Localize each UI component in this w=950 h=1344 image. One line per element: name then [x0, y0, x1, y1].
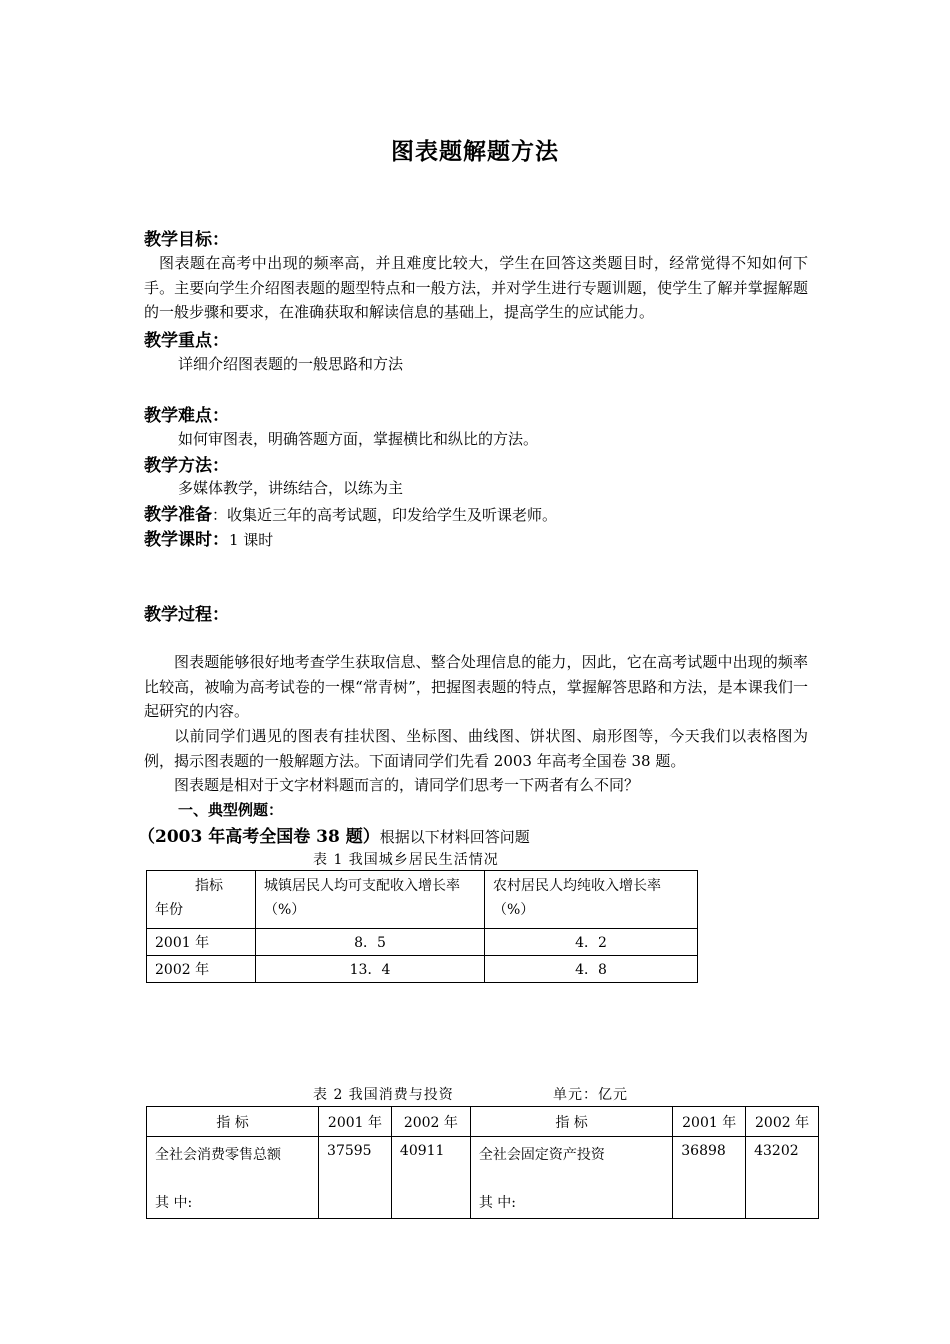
goal-heading: 教学目标： — [144, 230, 229, 250]
investment-item: 全社会固定资产投资 — [478, 1147, 605, 1163]
investment-2002: 43202 — [746, 1137, 819, 1219]
consumption-cell — [147, 1137, 319, 1219]
section-heading: 一、典型例题： — [178, 801, 284, 819]
row-year: 2002 年 — [147, 956, 256, 983]
example-source: （2003 年高考全国卷 38 题） — [138, 827, 380, 847]
page-title: 图表题解题方法 — [391, 138, 559, 165]
prep-text: ：收集近三年的高考试题，印发给学生及听课老师。 — [212, 506, 558, 524]
hours-line — [144, 525, 273, 550]
table2-unit: 单元：亿元 — [553, 1087, 628, 1103]
consumption-sub: 其 中: — [155, 1195, 193, 1211]
prep-line — [144, 500, 557, 525]
investment-cell — [470, 1137, 672, 1219]
table2-header-2001-right: 2001 年 — [673, 1107, 746, 1137]
corner-year: 年份 — [155, 902, 183, 918]
table2-header-2001-left: 2001 年 — [319, 1107, 392, 1137]
goal-text: 图表题在高考中出现的频率高，并且难度比较大，学生在回答这类题目时，经常觉得不知如何下手。主要向学生介绍图表题的题型特点和一般方法，并对学生进行专题训题，使学生了解并掌握解题的一般步骤和要求，在准确获取和解读信息的基础上，提高学生的应试能力。 — [144, 254, 808, 321]
table-row — [147, 929, 698, 956]
table1-col-rural: 农村居民人均纯收入增长率（%） — [485, 871, 698, 929]
table1 — [146, 870, 698, 983]
row-rural: 4．2 — [485, 929, 698, 956]
table-row — [147, 956, 698, 983]
investment-2001: 36898 — [673, 1137, 746, 1219]
corner-indicator: 指标 — [195, 878, 223, 894]
prep-heading: 教学准备 — [144, 505, 212, 525]
focus-heading: 教学重点： — [144, 331, 229, 351]
example-instruction: 根据以下材料回答问题 — [379, 828, 530, 846]
consumption-2002: 40911 — [391, 1137, 470, 1219]
method-text: 多媒体教学，讲练结合，以练为主 — [178, 479, 404, 497]
table1-caption: 表 1 我国城乡居民生活情况 — [313, 852, 499, 868]
difficulty-text: 如何审图表，明确答题方面，掌握横比和纵比的方法。 — [178, 430, 539, 448]
table2-header-indicator-left: 指 标 — [147, 1107, 319, 1137]
row-rural: 4．8 — [485, 956, 698, 983]
consumption-item: 全社会消费零售总额 — [155, 1147, 281, 1163]
table1-col-urban: 城镇居民人均可支配收入增长率（%） — [256, 871, 485, 929]
row-urban: 8．5 — [256, 929, 485, 956]
process-heading: 教学过程： — [144, 605, 229, 625]
table2-header-2002-left: 2002 年 — [391, 1107, 470, 1137]
table2-caption: 表 2 我国消费与投资 — [313, 1087, 454, 1103]
investment-sub: 其 中: — [478, 1195, 517, 1211]
row-urban: 13．4 — [256, 956, 485, 983]
process-paragraph-3: 图表题是相对于文字材料题而言的，请同学们思考一下两者有么不同？ — [174, 776, 640, 794]
hours-heading: 教学课时： — [144, 530, 229, 550]
table-row — [147, 1137, 819, 1219]
difficulty-heading: 教学难点： — [144, 406, 229, 426]
focus-text: 详细介绍图表题的一般思路和方法 — [178, 355, 404, 373]
process-paragraph-2: 以前同学们遇见的图表有挂状图、坐标图、曲线图、饼状图、扇形图等，今天我们以表格图为例，揭示图表题的一般解题方法。下面请同学们先看 2003 年高考全国卷 38 题。 — [144, 727, 808, 770]
consumption-2001: 37595 — [319, 1137, 392, 1219]
table2 — [146, 1106, 819, 1219]
example-line — [138, 822, 530, 847]
row-year: 2001 年 — [147, 929, 256, 956]
table2-header-indicator-right: 指 标 — [470, 1107, 672, 1137]
table2-header-2002-right: 2002 年 — [746, 1107, 819, 1137]
hours-text: 1 课时 — [229, 531, 274, 549]
process-paragraph-1: 图表题能够很好地考查学生获取信息、整合处理信息的能力，因此，它在高考试题中出现的频率比较高，被喻为高考试卷的一棵“常青树”，把握图表题的特点，掌握解答思路和方法，是本课我们一起研究的内容。 — [144, 653, 808, 720]
table1-corner-header — [147, 871, 256, 929]
method-heading: 教学方法： — [144, 456, 229, 476]
